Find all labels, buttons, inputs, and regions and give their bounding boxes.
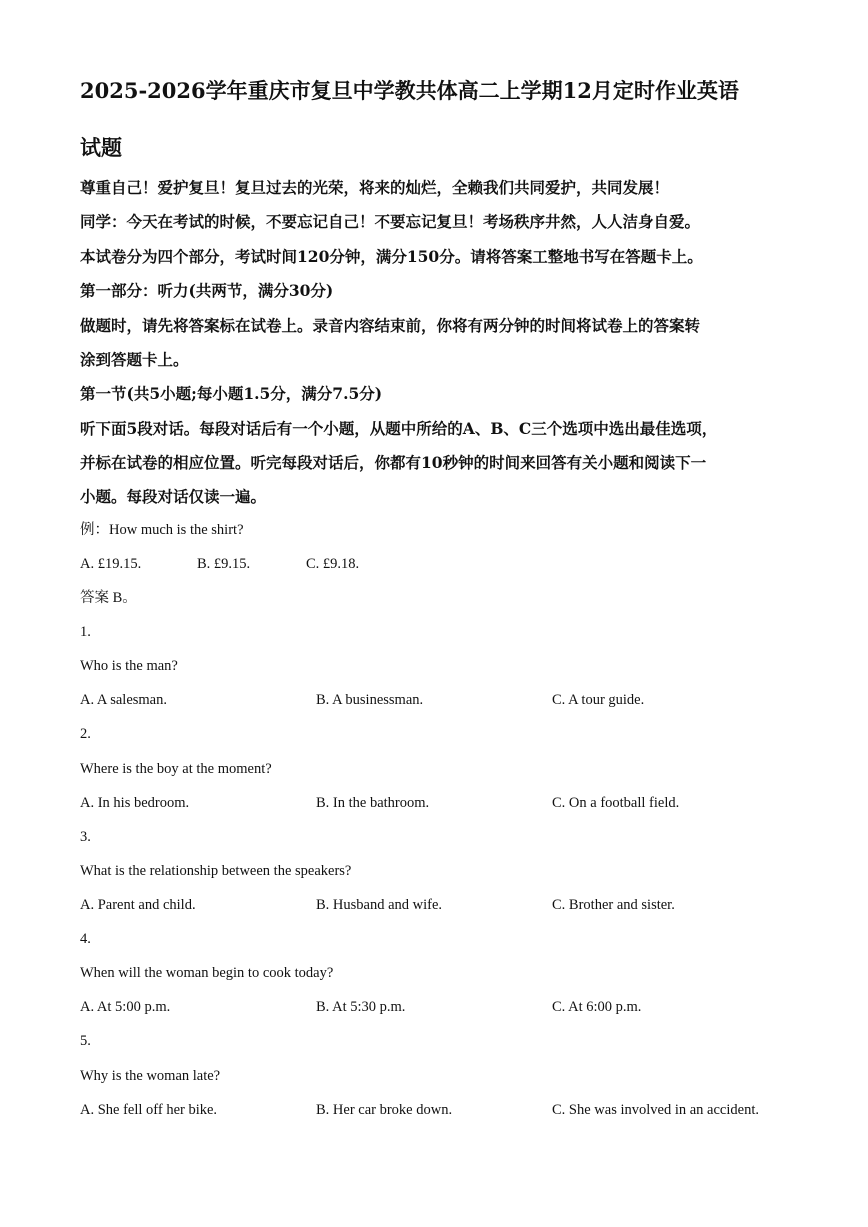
question-3-option-a: A. Parent and child.	[80, 897, 196, 913]
question-4-option-b: B. At 5:30 p.m.	[316, 999, 406, 1015]
question-4-number: 4.	[80, 931, 91, 947]
question-1-option-a: A. A salesman.	[80, 692, 167, 708]
exam-instructions: 本试卷分为四个部分，考试时间120分钟，满分150分。请将答案工整地书写在答题卡上。	[80, 247, 703, 266]
school-motto: 尊重自己！爱护复旦！复旦过去的光荣，将来的灿烂，全赖我们共同爱护，共同发展！	[80, 178, 670, 197]
example-option-b: B. £9.15.	[197, 556, 251, 572]
example-answer: 答案 B。	[80, 590, 137, 606]
exam-reminder: 同学：今天在考试的时候，不要忘记自己！不要忘记复旦！考场秩序井然，人人洁身自爱。	[80, 212, 701, 231]
example-option-c: C. £9.18.	[306, 556, 360, 572]
question-4-option-a: A. At 5:00 p.m.	[80, 999, 171, 1015]
part-one-instructions-line-2: 涂到答题卡上。	[80, 350, 189, 369]
question-3-option-c: C. Brother and sister.	[552, 897, 675, 913]
page-title-line-2: 试题	[80, 135, 122, 160]
question-3-number: 3.	[80, 829, 91, 845]
section-one-heading: 第一节(共5小题;每小题1.5分，满分7.5分)	[80, 384, 383, 403]
question-1-number: 1.	[80, 624, 91, 640]
question-5-text: Why is the woman late?	[80, 1068, 221, 1084]
example-question: 例：How much is the shirt?	[80, 522, 244, 538]
question-2-text: Where is the boy at the moment?	[80, 761, 272, 777]
question-4-text: When will the woman begin to cook today?	[80, 965, 334, 981]
question-2-option-a: A. In his bedroom.	[80, 795, 190, 811]
question-4-option-c: C. At 6:00 p.m.	[552, 999, 642, 1015]
question-5-option-c: C. She was involved in an accident.	[552, 1102, 759, 1118]
question-2-number: 2.	[80, 726, 91, 742]
question-5-number: 5.	[80, 1033, 91, 1049]
section-one-instructions-line-3: 小题。每段对话仅读一遍。	[80, 487, 267, 506]
part-one-instructions-line-1: 做题时，请先将答案标在试卷上。录音内容结束前，你将有两分钟的时间将试卷上的答案转	[80, 316, 701, 335]
question-2-option-b: B. In the bathroom.	[316, 795, 430, 811]
question-1-text: Who is the man?	[80, 658, 178, 674]
question-5-option-b: B. Her car broke down.	[316, 1102, 453, 1118]
part-one-heading: 第一部分：听力(共两节，满分30分)	[80, 281, 334, 300]
question-5-option-a: A. She fell off her bike.	[80, 1102, 218, 1118]
question-1-option-c: C. A tour guide.	[552, 692, 645, 708]
page-title-line-1: 2025-2026学年重庆市复旦中学教共体高二上学期12月定时作业英语	[80, 78, 739, 103]
question-3-text: What is the relationship between the speakers?	[80, 863, 352, 879]
section-one-instructions-line-1: 听下面5段对话。每段对话后有一个小题，从题中所给的A、B、C三个选项中选出最佳选项，	[80, 419, 718, 438]
question-2-option-c: C. On a football field.	[552, 795, 680, 811]
section-one-instructions-line-2: 并标在试卷的相应位置。听完每段对话后，你都有10秒钟的时间来回答有关小题和阅读下一	[80, 453, 707, 472]
question-1-option-b: B. A businessman.	[316, 692, 424, 708]
question-3-option-b: B. Husband and wife.	[316, 897, 443, 913]
example-option-a: A. £19.15.	[80, 556, 142, 572]
